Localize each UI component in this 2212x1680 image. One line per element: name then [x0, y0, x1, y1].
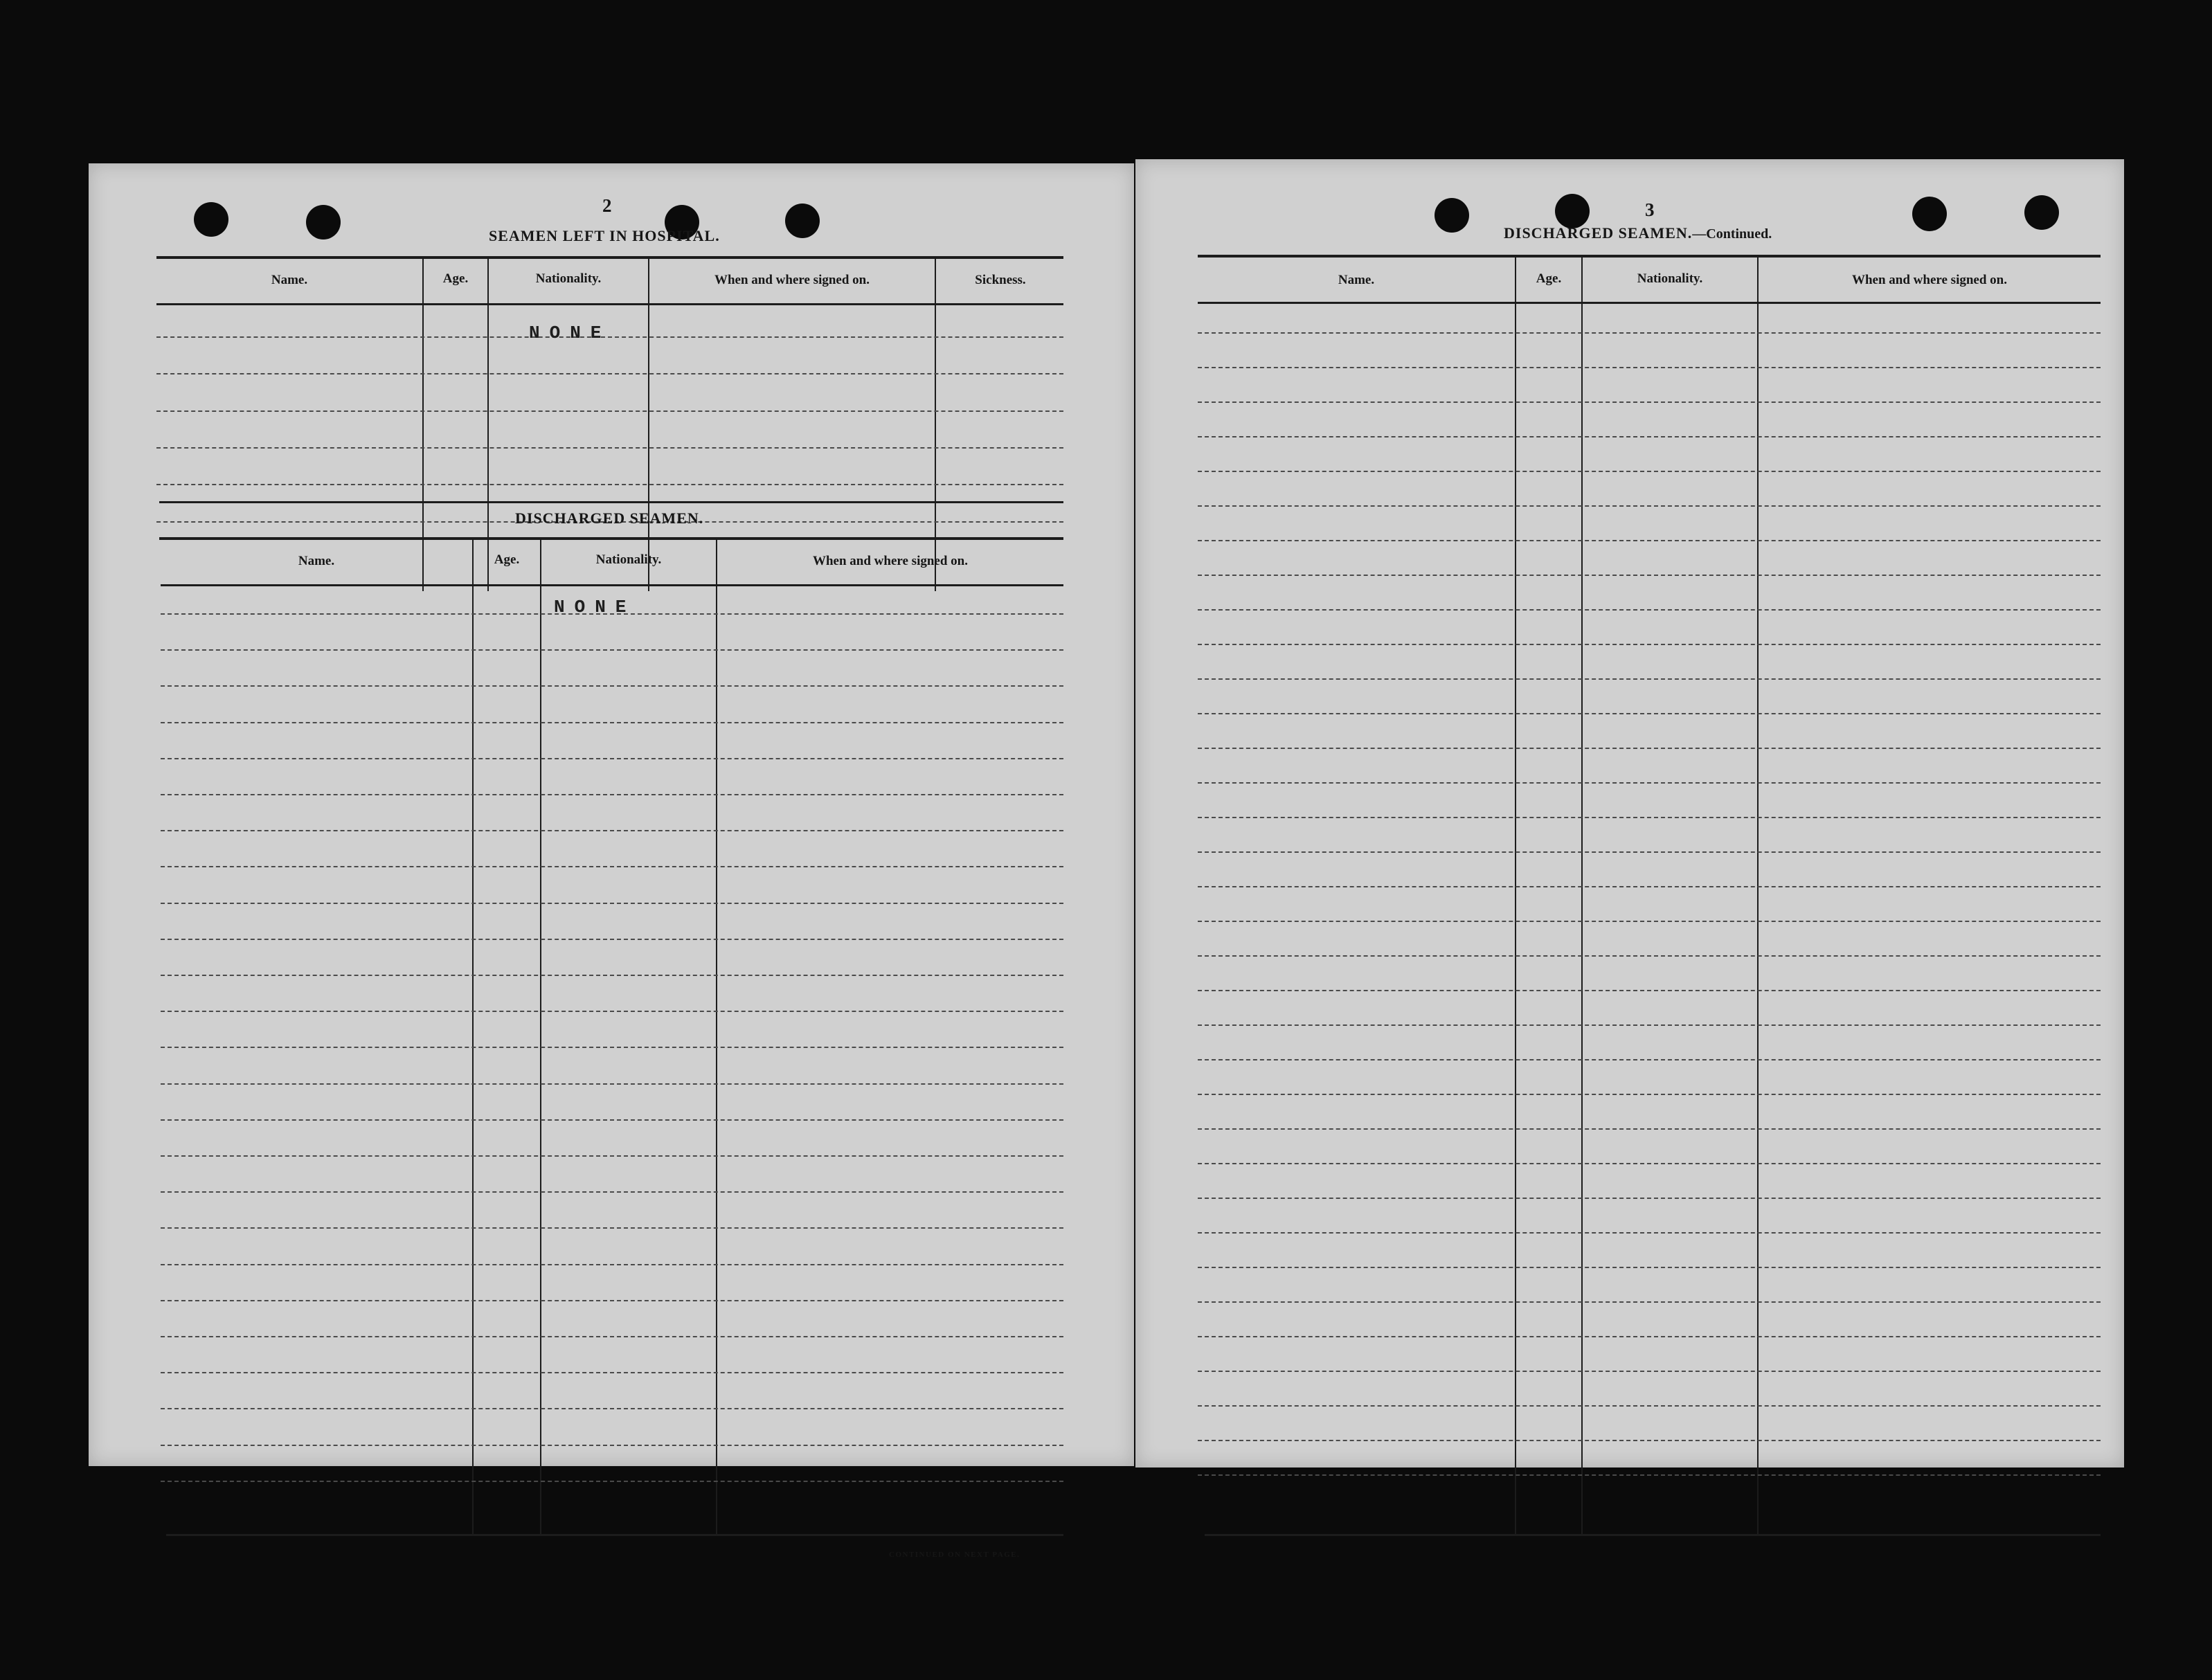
table-bottom-rule: [166, 1534, 1063, 1536]
table-row: [1198, 540, 2101, 541]
table-row: [156, 484, 1063, 485]
table-row: [161, 1445, 1063, 1446]
table-row: [1198, 436, 2101, 437]
none-stamp: NONE: [529, 323, 611, 343]
table-row: [1198, 678, 2101, 680]
table-row: [1198, 886, 2101, 887]
column-header-age: Age.: [494, 552, 520, 567]
table-row: [161, 903, 1063, 904]
table-top-rule: [159, 537, 1063, 540]
table-top-rule: [156, 256, 1063, 259]
title-suffix: —Continued.: [1692, 226, 1772, 242]
table-row: [161, 1481, 1063, 1482]
table-row: [1198, 575, 2101, 576]
table-row: [161, 1300, 1063, 1301]
table-row: [1198, 1301, 2101, 1303]
table-row: [1198, 1059, 2101, 1060]
table-row: [161, 830, 1063, 831]
punch-hole: [1555, 194, 1590, 228]
column-header-nationality: Nationality.: [1637, 271, 1703, 286]
punch-hole: [1435, 198, 1469, 233]
table-row: [161, 866, 1063, 867]
column-header-name: Name.: [271, 273, 308, 287]
table-row: [1198, 990, 2101, 991]
punch-hole: [2024, 195, 2059, 230]
table-row: [1198, 367, 2101, 368]
table-row: [1198, 1232, 2101, 1234]
table-row: [161, 1119, 1063, 1121]
section-separator-rule: [159, 501, 1063, 503]
column-header-name: Name.: [298, 554, 335, 568]
table-row: [156, 410, 1063, 412]
right-page: [1135, 159, 2124, 1467]
table-row: [1198, 1405, 2101, 1407]
column-header-nationality: Nationality.: [595, 552, 662, 567]
table-row: [1198, 401, 2101, 403]
left-page: [89, 163, 1134, 1559]
table-row: [161, 794, 1063, 795]
table-row: [1198, 332, 2101, 334]
table-row: [1198, 748, 2101, 749]
table-row: [1198, 1198, 2101, 1199]
table-row: [1198, 1474, 2101, 1476]
table-row: [161, 1264, 1063, 1265]
table-row: [161, 722, 1063, 723]
punch-hole: [194, 202, 228, 237]
column-header-nationality: Nationality.: [535, 271, 602, 286]
table-row: [1198, 1094, 2101, 1095]
table-row: [161, 1083, 1063, 1085]
table-row: [1198, 817, 2101, 818]
table-row: [161, 1227, 1063, 1229]
table-row: [1198, 851, 2101, 853]
discharged-continued-title: [1504, 224, 1772, 242]
header-rule: [161, 584, 1063, 586]
discharged-continued-rows: [1198, 332, 2101, 1509]
hospital-section-title: SEAMEN LEFT IN HOSPITAL.: [489, 227, 720, 244]
table-bottom-rule: [1205, 1534, 2101, 1536]
table-row: [1198, 1336, 2101, 1337]
discharged-section-title: DISCHARGED SEAMEN.: [515, 509, 704, 527]
table-row: [161, 1155, 1063, 1157]
punch-hole: [1912, 197, 1947, 231]
table-row: [161, 649, 1063, 651]
table-row: [1198, 471, 2101, 472]
table-row: [1198, 1163, 2101, 1164]
header-rule: [156, 303, 1063, 305]
column-header-when-where: When and where signed on.: [812, 554, 968, 568]
table-row: [161, 1408, 1063, 1409]
table-row: [161, 1336, 1063, 1337]
table-row: [1198, 1024, 2101, 1026]
page-number: 2: [602, 195, 612, 216]
punch-hole: [306, 205, 341, 240]
table-row: [1198, 921, 2101, 922]
table-row: [156, 447, 1063, 449]
table-row: [1198, 955, 2101, 957]
title-text: DISCHARGED SEAMEN.: [1504, 224, 1693, 242]
none-stamp: NONE: [554, 597, 636, 617]
column-header-name: Name.: [1338, 273, 1375, 287]
table-row: [161, 939, 1063, 940]
table-row: [161, 758, 1063, 759]
column-header-age: Age.: [442, 271, 469, 286]
table-row: [161, 1191, 1063, 1193]
column-header-sickness: Sickness.: [975, 273, 1026, 287]
column-header-age: Age.: [1536, 271, 1562, 286]
table-row: [1198, 782, 2101, 784]
table-row: [161, 685, 1063, 687]
header-rule: [1198, 302, 2101, 304]
punch-hole: [785, 204, 820, 238]
table-row: [1198, 609, 2101, 611]
table-top-rule: [1198, 255, 2101, 258]
table-row: [1198, 644, 2101, 645]
table-row: [1198, 713, 2101, 714]
table-row: [161, 1047, 1063, 1048]
discharged-rows: [161, 613, 1063, 1517]
table-row: [1198, 505, 2101, 507]
column-header-when-where: When and where signed on.: [714, 273, 870, 287]
table-row: [1198, 1128, 2101, 1130]
table-row: [161, 1372, 1063, 1373]
continued-footer: CONTINUED ON NEXT PAGE.: [889, 1551, 1020, 1559]
table-row: [156, 373, 1063, 374]
table-row: [1198, 1371, 2101, 1372]
table-row: [161, 1011, 1063, 1012]
table-row: [1198, 1440, 2101, 1441]
table-row: [1198, 1267, 2101, 1268]
table-row: [161, 975, 1063, 976]
column-header-when-where: When and where signed on.: [1851, 273, 2007, 287]
page-number: 3: [1645, 199, 1655, 220]
